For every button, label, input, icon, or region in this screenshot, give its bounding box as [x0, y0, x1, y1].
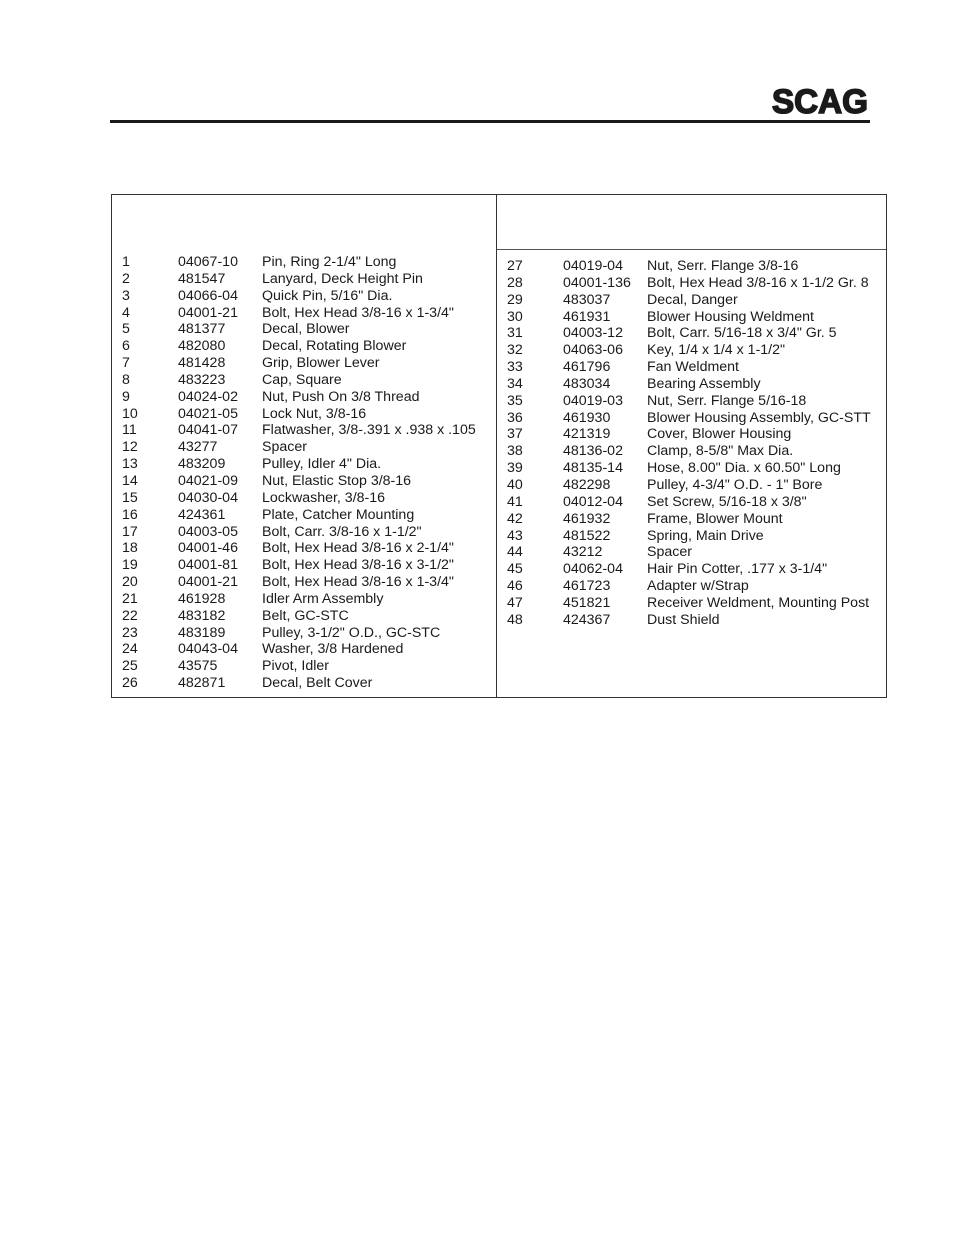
part-description: Bolt, Hex Head 3/8-16 x 1-3/4" — [262, 304, 454, 321]
parts-row — [497, 342, 886, 359]
part-number: 04063-06 — [563, 342, 623, 359]
part-number: 483182 — [178, 607, 226, 624]
part-number: 483209 — [178, 456, 226, 473]
parts-row — [112, 524, 496, 541]
part-description: Pin, Ring 2-1/4" Long — [262, 254, 397, 270]
ref-number: 32 — [507, 342, 523, 359]
scag-logo — [771, 85, 869, 117]
header-rule — [110, 120, 870, 123]
ref-number: 27 — [507, 258, 523, 274]
part-number: 48136-02 — [563, 443, 623, 460]
parts-row — [497, 275, 886, 292]
part-description: Idler Arm Assembly — [262, 590, 384, 607]
part-description: Cover, Blower Housing — [647, 426, 792, 443]
part-description: Pivot, Idler — [262, 658, 330, 675]
scag-logo-text: SCAG — [772, 85, 868, 117]
part-description: Hair Pin Cotter, .177 x 3-1/4" — [647, 561, 828, 578]
part-description: Key, 1/4 x 1/4 x 1-1/2" — [647, 342, 786, 359]
ref-number: 25 — [122, 658, 138, 675]
part-description: Spring, Main Drive — [647, 527, 764, 544]
part-number: 04003-12 — [563, 325, 623, 342]
part-number: 04021-09 — [178, 472, 238, 489]
part-description: Decal, Danger — [647, 291, 738, 308]
parts-row — [497, 595, 886, 612]
ref-number: 29 — [507, 291, 523, 308]
parts-row — [112, 338, 496, 355]
ref-number: 23 — [122, 624, 138, 641]
ref-number: 1 — [122, 254, 130, 270]
part-description: Dust Shield — [647, 611, 720, 628]
parts-row — [497, 578, 886, 595]
parts-column-right — [496, 195, 886, 697]
ref-number: 9 — [122, 388, 130, 405]
part-number: 424361 — [178, 506, 226, 523]
part-number: 461932 — [563, 510, 611, 527]
parts-row — [497, 325, 886, 342]
parts-row — [112, 288, 496, 305]
part-description: Bolt, Carr. 5/16-18 x 3/4" Gr. 5 — [647, 325, 837, 342]
ref-number: 26 — [122, 675, 138, 692]
parts-row — [112, 372, 496, 389]
part-description: Bolt, Hex Head 3/8-16 x 3-1/2" — [262, 557, 454, 574]
parts-row — [112, 254, 496, 271]
part-number: 461930 — [563, 409, 611, 426]
parts-row — [112, 591, 496, 608]
ref-number: 2 — [122, 270, 130, 287]
ref-number: 22 — [122, 607, 138, 624]
ref-number: 14 — [122, 472, 138, 489]
part-number: 481522 — [563, 527, 611, 544]
part-number: 04001-81 — [178, 557, 238, 574]
parts-row — [112, 641, 496, 658]
part-number: 04003-05 — [178, 523, 238, 540]
parts-row — [497, 393, 886, 410]
parts-row — [112, 422, 496, 439]
parts-row — [497, 258, 886, 275]
part-number: 04001-21 — [178, 304, 238, 321]
ref-number: 16 — [122, 506, 138, 523]
ref-number: 11 — [122, 422, 137, 439]
part-number: 482080 — [178, 338, 226, 355]
ref-number: 38 — [507, 443, 523, 460]
part-description: Pulley, Idler 4" Dia. — [262, 456, 382, 473]
part-description: Adapter w/Strap — [647, 578, 749, 595]
ref-number: 10 — [122, 405, 138, 422]
part-number: 461723 — [563, 578, 611, 595]
part-number: 04012-04 — [563, 493, 623, 510]
ref-number: 39 — [507, 460, 523, 477]
parts-row — [497, 410, 886, 427]
part-description: Receiver Weldment, Mounting Post — [647, 594, 870, 611]
ref-number: 13 — [122, 456, 138, 473]
parts-row — [497, 511, 886, 528]
ref-number: 35 — [507, 392, 523, 409]
part-number: 04067-10 — [178, 254, 238, 270]
part-description: Decal, Blower — [262, 321, 350, 338]
ref-number: 21 — [122, 590, 138, 607]
part-description: Quick Pin, 5/16" Dia. — [262, 287, 393, 304]
part-number: 482298 — [563, 476, 611, 493]
part-number: 04043-04 — [178, 641, 238, 658]
part-number: 43575 — [178, 658, 218, 675]
parts-column-left — [112, 195, 496, 697]
part-description: Nut, Serr. Flange 5/16-18 — [647, 392, 807, 409]
parts-row — [497, 494, 886, 511]
part-number: 43212 — [563, 544, 603, 561]
part-description: Bolt, Hex Head 3/8-16 x 1-3/4" — [262, 574, 454, 591]
part-number: 04041-07 — [178, 422, 238, 439]
parts-row — [497, 376, 886, 393]
ref-number: 17 — [122, 523, 138, 540]
part-number: 04001-46 — [178, 540, 238, 557]
part-description: Decal, Rotating Blower — [262, 338, 407, 355]
part-number: 421319 — [563, 426, 611, 443]
ref-number: 40 — [507, 476, 523, 493]
part-description: Lockwasher, 3/8-16 — [262, 489, 386, 506]
parts-column-right-header — [497, 195, 886, 250]
part-description: Spacer — [647, 544, 692, 561]
parts-row — [497, 561, 886, 578]
ref-number: 33 — [507, 359, 523, 376]
ref-number: 15 — [122, 489, 138, 506]
part-description: Grip, Blower Lever — [262, 355, 380, 372]
parts-row — [497, 477, 886, 494]
parts-row — [497, 443, 886, 460]
parts-row — [497, 612, 886, 629]
part-number: 48135-14 — [563, 460, 623, 477]
ref-number: 19 — [122, 557, 138, 574]
part-number: 481547 — [178, 270, 226, 287]
parts-row — [112, 355, 496, 372]
part-description: Spacer — [262, 439, 307, 456]
parts-row — [497, 544, 886, 561]
part-description: Lanyard, Deck Height Pin — [262, 270, 423, 287]
parts-row — [497, 460, 886, 477]
ref-number: 48 — [507, 611, 523, 628]
parts-row — [112, 557, 496, 574]
parts-row — [112, 473, 496, 490]
part-number: 482871 — [178, 675, 226, 692]
parts-row — [112, 406, 496, 423]
parts-list-table — [111, 194, 887, 698]
ref-number: 44 — [507, 544, 523, 561]
ref-number: 6 — [122, 338, 130, 355]
part-description: Nut, Elastic Stop 3/8-16 — [262, 472, 412, 489]
parts-row — [112, 321, 496, 338]
ref-number: 31 — [507, 325, 523, 342]
part-number: 481428 — [178, 355, 226, 372]
part-number: 483189 — [178, 624, 226, 641]
part-number: 04019-03 — [563, 392, 623, 409]
part-number: 04062-04 — [563, 561, 623, 578]
ref-number: 12 — [122, 439, 138, 456]
parts-row — [112, 625, 496, 642]
ref-number: 46 — [507, 578, 523, 595]
scag-logo-mark — [771, 85, 869, 117]
part-number: 451821 — [563, 594, 611, 611]
part-number: 424367 — [563, 611, 611, 628]
part-description: Blower Housing Weldment — [647, 308, 814, 325]
part-description: Fan Weldment — [647, 359, 739, 376]
part-description: Nut, Serr. Flange 3/8-16 — [647, 258, 799, 274]
part-number: 04066-04 — [178, 287, 238, 304]
part-number: 483034 — [563, 375, 611, 392]
part-number: 483223 — [178, 371, 226, 388]
part-description: Bolt, Hex Head 3/8-16 x 1-1/2 Gr. 8 — [647, 274, 869, 291]
parts-row — [112, 490, 496, 507]
part-number: 04001-136 — [563, 274, 631, 291]
ref-number: 43 — [507, 527, 523, 544]
parts-row — [497, 426, 886, 443]
part-description: Bearing Assembly — [647, 375, 761, 392]
ref-number: 36 — [507, 409, 523, 426]
part-description: Flatwasher, 3/8-.391 x .938 x .105 — [262, 422, 476, 439]
parts-row — [112, 507, 496, 524]
ref-number: 42 — [507, 510, 523, 527]
part-description: Cap, Square — [262, 371, 342, 388]
part-description: Bolt, Hex Head 3/8-16 x 2-1/4" — [262, 540, 454, 557]
parts-row — [497, 309, 886, 326]
parts-row — [112, 608, 496, 625]
parts-row — [112, 389, 496, 406]
parts-rows-left — [112, 254, 496, 692]
part-description: Frame, Blower Mount — [647, 510, 783, 527]
ref-number: 24 — [122, 641, 138, 658]
parts-row — [112, 574, 496, 591]
parts-row — [112, 271, 496, 288]
parts-row — [112, 675, 496, 692]
ref-number: 28 — [507, 274, 523, 291]
part-number: 461931 — [563, 308, 611, 325]
ref-number: 18 — [122, 540, 138, 557]
part-description: Set Screw, 5/16-18 x 3/8" — [647, 493, 807, 510]
part-number: 04030-04 — [178, 489, 238, 506]
part-number: 04001-21 — [178, 574, 238, 591]
part-description: Belt, GC-STC — [262, 607, 349, 624]
part-number: 04021-05 — [178, 405, 238, 422]
ref-number: 41 — [507, 493, 523, 510]
part-description: Nut, Push On 3/8 Thread — [262, 388, 420, 405]
parts-row — [497, 292, 886, 309]
part-description: Pulley, 3-1/2" O.D., GC-STC — [262, 624, 441, 641]
ref-number: 47 — [507, 594, 523, 611]
parts-row — [112, 305, 496, 322]
ref-number: 37 — [507, 426, 523, 443]
part-number: 04024-02 — [178, 388, 238, 405]
ref-number: 3 — [122, 287, 130, 304]
parts-row — [112, 540, 496, 557]
parts-column-left-header — [112, 195, 496, 249]
part-number: 461796 — [563, 359, 611, 376]
parts-row — [112, 658, 496, 675]
ref-number: 30 — [507, 308, 523, 325]
parts-row — [497, 528, 886, 545]
ref-number: 5 — [122, 321, 130, 338]
part-description: Bolt, Carr. 3/8-16 x 1-1/2" — [262, 523, 422, 540]
part-description: Pulley, 4-3/4" O.D. - 1" Bore — [647, 476, 823, 493]
part-number: 43277 — [178, 439, 218, 456]
ref-number: 34 — [507, 375, 523, 392]
parts-row — [112, 456, 496, 473]
part-description: Decal, Belt Cover — [262, 675, 373, 692]
part-number: 483037 — [563, 291, 611, 308]
part-description: Lock Nut, 3/8-16 — [262, 405, 367, 422]
part-number: 04019-04 — [563, 258, 623, 274]
part-description: Clamp, 8-5/8" Max Dia. — [647, 443, 794, 460]
parts-row — [497, 359, 886, 376]
part-number: 481377 — [178, 321, 226, 338]
part-description: Washer, 3/8 Hardened — [262, 641, 404, 658]
part-description: Hose, 8.00" Dia. x 60.50" Long — [647, 460, 841, 477]
ref-number: 20 — [122, 574, 138, 591]
ref-number: 45 — [507, 561, 523, 578]
parts-row — [112, 439, 496, 456]
parts-rows-right — [497, 258, 886, 629]
ref-number: 8 — [122, 371, 130, 388]
ref-number: 4 — [122, 304, 130, 321]
part-description: Blower Housing Assembly, GC-STT — [647, 409, 871, 426]
ref-number: 7 — [122, 355, 130, 372]
part-description: Plate, Catcher Mounting — [262, 506, 415, 523]
part-number: 461928 — [178, 590, 226, 607]
